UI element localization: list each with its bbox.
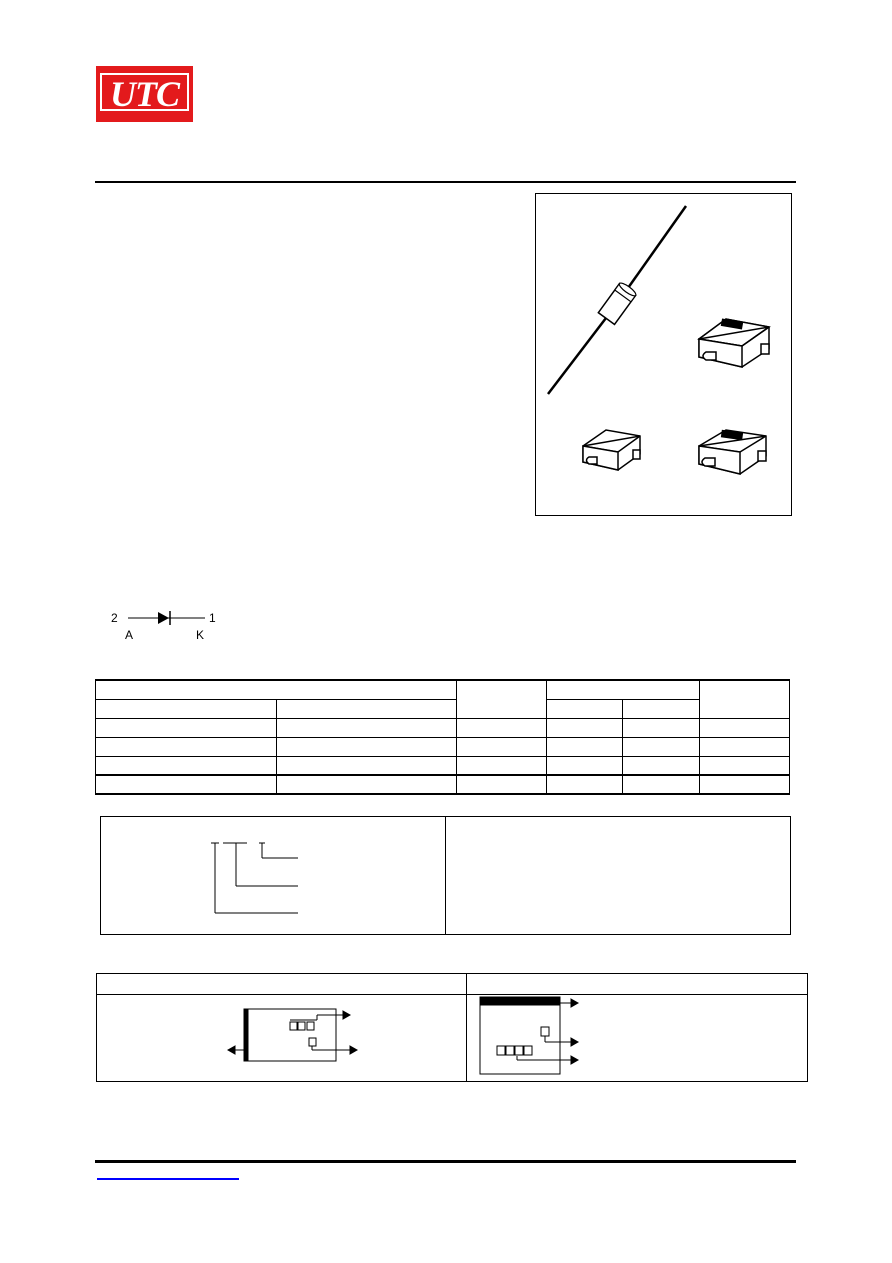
diode-icon bbox=[108, 608, 228, 648]
table-cell bbox=[276, 775, 457, 794]
table-row bbox=[96, 775, 790, 794]
ordering-information-table bbox=[95, 679, 790, 795]
table-cell bbox=[96, 756, 277, 775]
axial-marking-diagram bbox=[480, 997, 578, 1074]
footer-website-link[interactable] bbox=[97, 1178, 239, 1180]
anode-label: A bbox=[125, 628, 134, 642]
table-cell bbox=[623, 756, 700, 775]
table-cell bbox=[547, 718, 623, 737]
table-cell bbox=[96, 718, 277, 737]
footer-divider bbox=[95, 1160, 796, 1163]
table-cell bbox=[700, 756, 790, 775]
table-header-cell bbox=[700, 680, 790, 718]
smd-package-small bbox=[583, 430, 640, 470]
pin-1-label: 1 bbox=[209, 611, 216, 625]
table-header-cell bbox=[96, 680, 457, 699]
axial-diode-drawing bbox=[548, 206, 686, 394]
table-cell bbox=[96, 775, 277, 794]
logo-text: UTC bbox=[110, 74, 179, 114]
table-row bbox=[96, 737, 790, 756]
table-cell bbox=[276, 756, 457, 775]
table-cell bbox=[457, 737, 547, 756]
company-logo bbox=[96, 66, 193, 122]
table-cell bbox=[623, 775, 700, 794]
table-row bbox=[96, 756, 790, 775]
table-cell bbox=[276, 718, 457, 737]
smd-package-large-1 bbox=[699, 319, 769, 367]
table-cell bbox=[623, 737, 700, 756]
table-cell bbox=[457, 775, 547, 794]
marking-diagrams bbox=[97, 974, 807, 1081]
table-cell bbox=[96, 737, 277, 756]
table-header-cell bbox=[547, 699, 623, 718]
table-cell bbox=[457, 756, 547, 775]
table-header-cell bbox=[457, 680, 547, 718]
marking-diagram-box bbox=[96, 973, 808, 1082]
package-illustration-panel bbox=[535, 193, 792, 516]
smd-package-large-2 bbox=[699, 430, 766, 474]
table-cell bbox=[547, 756, 623, 775]
table-cell bbox=[700, 737, 790, 756]
pin-2-label: 2 bbox=[111, 611, 118, 625]
table-subheader-row bbox=[96, 699, 790, 718]
decode-box-divider bbox=[445, 817, 446, 934]
smd-marking-diagram bbox=[228, 1009, 357, 1061]
table-cell bbox=[276, 737, 457, 756]
part-number-decode-diagram bbox=[101, 817, 445, 934]
table-header-cell bbox=[276, 699, 457, 718]
part-number-decode-box bbox=[100, 816, 791, 935]
table-header-cell bbox=[547, 680, 700, 699]
diode-symbol bbox=[108, 608, 228, 648]
table-cell bbox=[700, 775, 790, 794]
table-header-row bbox=[96, 680, 790, 699]
table-row bbox=[96, 718, 790, 737]
header-divider bbox=[95, 181, 796, 183]
package-drawings bbox=[536, 194, 793, 517]
table-cell bbox=[457, 718, 547, 737]
table-cell bbox=[547, 775, 623, 794]
cathode-label: K bbox=[196, 628, 205, 642]
table-cell bbox=[547, 737, 623, 756]
table-cell bbox=[623, 718, 700, 737]
table-cell bbox=[700, 718, 790, 737]
table-header-cell bbox=[96, 699, 277, 718]
table-header-cell bbox=[623, 699, 700, 718]
